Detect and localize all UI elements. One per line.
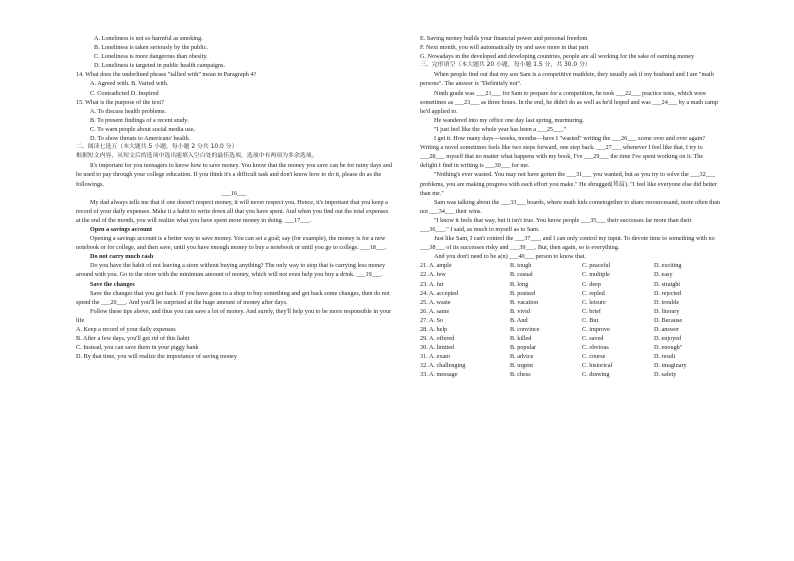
text-line: C. Contradicted D. Inspired — [90, 89, 159, 97]
option-cell: B. convince — [510, 326, 540, 333]
option-cell: D. safety — [654, 371, 677, 379]
text-line: 根据短文内容，从短文后的选项中选出能填入空白处的最佳选项，选项中有两项为多余选项。 — [76, 153, 318, 160]
option-cell: D. answer — [654, 326, 680, 333]
option-row — [420, 289, 720, 298]
right-column — [420, 34, 720, 380]
option-cell: D. enough" — [654, 344, 683, 352]
text-line: Opening a savings account is a better way to save money. You can set a goal; say (for example), the money is for a new notebook or for college, and then save, until you have enough money to buy a notebook or until you go to college. ___18___. — [76, 235, 387, 252]
text-line: 三、完形填空（本大题共 20 小题，每小题 1.5 分，共 30.0 分） — [420, 62, 591, 69]
text-line: Open a savings account — [90, 225, 153, 233]
option-cell: B. praised — [510, 289, 536, 297]
option-cell: 26. A. same — [420, 307, 450, 315]
text-line: "Nothing's ever wasted. You may not have gotten the ___31___ you wanted, but as you try to solve the ___32___ problems, you are making progress with each effort you make." He shrugged(耸肩). "I feel like everyone else did better than me." — [420, 171, 717, 197]
option-row — [420, 343, 720, 352]
option-cell: D. easy — [654, 271, 673, 279]
option-row — [420, 361, 720, 370]
option-cell: B. vivid — [510, 307, 530, 315]
text-line: Save the changes that you get back. If you have gone to a shop to buy something and get back some changes, then do not spend the ___20___. And you'll be surprised at the huge amount of money after days. — [76, 289, 390, 306]
option-cell: C. drawing — [582, 371, 610, 379]
option-row — [420, 325, 720, 334]
option-cell: B. chess — [510, 371, 531, 379]
text-line: Save the changes — [90, 280, 135, 288]
option-cell: 32. A. challenging — [420, 362, 466, 370]
text-line: C. Instead, you can save them in your piggy bank — [76, 344, 199, 352]
option-cell: B. tough — [510, 262, 532, 270]
text-line: D. To show threats to Americans' health. — [90, 135, 191, 143]
option-cell: B. vacation — [510, 298, 539, 306]
option-cell: 22. A. few — [420, 271, 446, 279]
option-cell: C. historical — [582, 362, 613, 370]
option-row — [420, 280, 720, 289]
option-cell: 31. A. exam — [420, 353, 450, 361]
text-line: D. Loneliness is targeted in public health campaigns. — [94, 62, 225, 70]
option-row — [420, 352, 720, 361]
text-line: I get it. How many days—weeks, months—have I "wasted" writing the ___26___ scene over and over again? Writing a novel sometimes feels like two steps forward, one step back. ___27___ whenever I feel like that, I try to ___28___ myself that no matter what happens with my book, I've ___29___ the time I've spent working on it. The delight I find in writing is ___30___ for me. — [420, 135, 706, 170]
text-line: 15. What is the purpose of the text? — [76, 98, 164, 106]
text-line: B. Loneliness is taken seriously by the public. — [94, 44, 208, 52]
option-cell: C. repled — [582, 289, 605, 297]
option-row — [420, 261, 720, 270]
option-cell: C. But — [582, 316, 599, 324]
text-line: And you don't need to be a(n) ___40___ person to know that. — [434, 253, 586, 261]
text-line: Follow these tips above, and thus you can save a lot of money. And surely, they'll help you to be more responsible in your life — [76, 307, 392, 324]
option-cell: D. straight — [654, 280, 681, 288]
text-line: A. Agreed with. B. Varied with. — [90, 80, 169, 88]
option-cell: 29. A. offered — [420, 335, 455, 343]
option-cell: D. exciting — [654, 262, 682, 270]
option-cell: C. course — [582, 353, 606, 361]
option-cell: D. imaginary — [654, 362, 687, 370]
cloze-passage — [420, 34, 720, 261]
option-cell: 23. A. fur — [420, 280, 444, 288]
option-cell: 27. A. So — [420, 316, 444, 324]
option-cell: D. Because — [654, 316, 683, 324]
text-line: He wandered into my office one day last spring, murmuring. — [434, 116, 584, 124]
option-cell: B. popular — [510, 344, 537, 352]
option-cell: 28. A. help — [420, 326, 448, 333]
text-line: Just like Sam, I can't control the ___37___, and I can only control my input. To devote time to something with no ___38___ of its successes risky and ___39___. But, then again, so is everything. — [420, 235, 715, 252]
option-cell: D. literary — [654, 307, 680, 315]
text-line: C. Loneliness is more dangerous than obesity. — [94, 53, 208, 61]
cloze-options — [420, 261, 720, 379]
option-cell: 33. A. message — [420, 371, 458, 379]
text-line: "I just feel like the whole year has been a ___25___." — [434, 125, 567, 133]
text-line: C. To warn people about social media use。 — [90, 125, 200, 133]
text-line: 14. What does the underlined phrase "tallied with" mean in Paragraph 4? — [76, 71, 257, 79]
text-line: G. Nowadays in the developed and developing countries, people are all working for the sake of earning money — [420, 53, 695, 61]
text-line: It's important for you teenagers to know how to save money. You know that the money you save can be for rainy days and be used to pay through your college education. If you think it's a difficult task and don't know how to do it, please do as the followings. — [76, 162, 392, 188]
option-cell: B. urgent — [510, 362, 533, 370]
text-line: My dad always tells me that if one doesn't respect money, it will never respect you. Hence, it's important that you keep a record of your daily expenses. Make it a habit to write down all that you have spent. And when you find out the total expenses at the end of the month, you will realize what you have spent more money in doing. ___17___. — [76, 198, 389, 224]
option-cell: D. rejected — [654, 289, 682, 297]
text-line: Sam was talking about the ___33___ boards, where math kids cometogether to share resourcesand, more often than not ___34___ their wins. — [420, 198, 720, 215]
option-cell: C. obvious — [582, 344, 609, 352]
option-cell: 21. A. ample — [420, 262, 452, 270]
text-line: E. Saving money builds your financial power and personal freedom — [420, 35, 588, 42]
option-cell: D. trouble — [654, 298, 680, 306]
left-column — [76, 34, 392, 361]
option-cell: 30. A. limited — [420, 344, 455, 352]
option-row — [420, 307, 720, 316]
text-line: A. Keep a record of your daily expenses — [76, 326, 176, 333]
text-line: B. After a few days, you'll get rid of this habit — [76, 335, 190, 343]
option-cell: B. killed — [510, 335, 532, 343]
text-line: When people find out that my son Sam is a competitive mathlete, they usually ask if my husband and I are "math persons". The answer is "Definitely not". — [420, 71, 714, 88]
text-line: ___16___ — [221, 189, 247, 197]
option-cell: D. enjoyed — [654, 335, 682, 343]
option-cell: C. leisure — [582, 298, 606, 306]
option-cell: B. And — [510, 316, 528, 324]
option-cell: C. multiple — [582, 271, 610, 279]
option-row — [420, 298, 720, 307]
option-cell: 25. A. waste — [420, 298, 451, 306]
text-line: A. Loneliness is not so harmful as smoking. — [94, 35, 203, 42]
option-cell: C. deep — [582, 280, 601, 288]
text-line: Do not carry much cash — [90, 253, 154, 261]
text-line: 二、阅读七选五（本大题共 5 小题，每小题 2 分共 10.0 分） — [76, 144, 238, 151]
option-cell: C. peaceful — [582, 262, 611, 270]
text-line: Do you have the habit of not leaving a store without buying anything? The only way to stop that is carrying less money around with you. Go to the store with the minimum amount of money, which will not even help you buy a drink. ___19___. — [76, 262, 386, 279]
option-row — [420, 316, 720, 325]
text-line: B. To present findings of a recent study. — [90, 116, 189, 124]
option-row — [420, 334, 720, 343]
option-cell: B. long — [510, 280, 529, 288]
option-row — [420, 370, 720, 379]
option-cell: C. improve — [582, 326, 610, 333]
option-cell: D. result — [654, 353, 676, 361]
option-row — [420, 270, 720, 279]
option-cell: 24. A. accepted — [420, 289, 459, 297]
text-line: "I know it feels that way, but it isn't true. You know people ___35___ their successes far more than their ___36___." I said, as much to myself as to Sam. — [420, 216, 692, 233]
option-cell: C. brief — [582, 307, 601, 315]
text-line: F. Next month, you will automatically try and save more in that part — [420, 44, 589, 52]
text-line: Ninth grade was ___21___ for Sam to prepare for a competition, he took ___22___ practice tests, which were sometimes as ___23___ as three hours. In the end, he didn't do as well as he'd hoped and was ___24___ by a math camp he'd applied to. — [420, 89, 718, 115]
option-cell: C. saved — [582, 335, 604, 343]
option-cell: B. advice — [510, 353, 534, 361]
option-cell: B. casual — [510, 271, 533, 279]
text-line: A. To discuss health problems. — [90, 107, 167, 115]
text-line: D. By that time, you will realize the importance of saving money — [76, 353, 238, 361]
